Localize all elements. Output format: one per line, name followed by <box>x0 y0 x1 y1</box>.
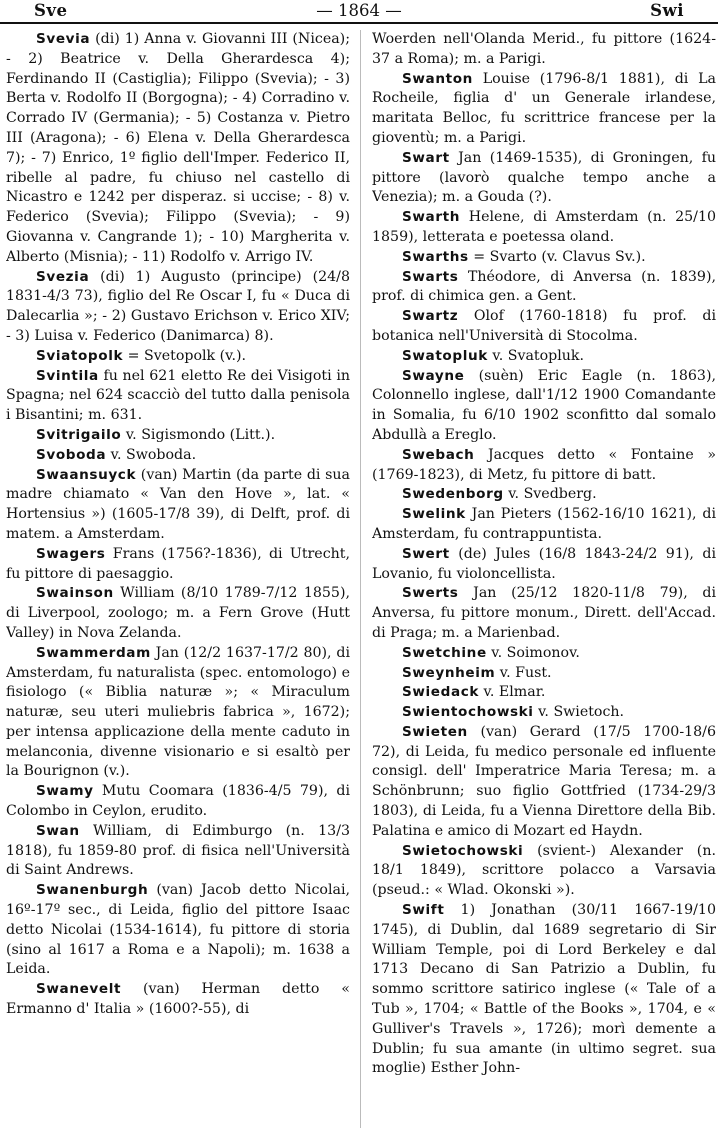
dictionary-entry <box>372 485 716 505</box>
entry-text: fu nel 621 eletto Re dei Visigoti in Spagna; nel 624 scacciò del tutto dalla penisola i Bisantini; m. 631. <box>6 367 350 424</box>
entry-text: v. Swietoch. <box>533 704 625 721</box>
entry-text: (di) 1) Anna v. Giovanni III (Nicea); - 2) Beatrice v. Della Gherardesca 4); Ferdinando II (Castiglia); Filippo (Svevia); - 3) Berta v. Rodolfo II (Borgogna); - 4) Corradino v. Corrado IV (Germania); - 5) Costanza v. Pietro III (Aragona); - 6) Elena v. Della Gherardesca 7); - 7) Enrico, 1º figlio dell'Imper. Federico II, ribelle al padre, fu chiuso nel castello di Nicastro e 1242 per disperaz. si uccise; - 8) v. Federico (Svevia); Filippo (Svevia); - 9) Giovanna v. Cangrande 1); - 10) Margherita v. Alberto (Misnia); - 11) Rodolfo v. Arrigo IV. <box>6 31 350 265</box>
entry-headword: Swarts <box>402 268 459 285</box>
entry-headword: Swartz <box>402 308 459 325</box>
dictionary-entry <box>372 901 716 1079</box>
dictionary-entry <box>372 149 716 208</box>
dictionary-entry <box>6 545 350 585</box>
dictionary-entry <box>372 446 716 486</box>
entry-headword: Sweynheim <box>402 664 496 681</box>
entry-text: Jan (1469-1535), di Groningen, fu pittore (lavorò qualche tempo anche a Venezia); m. a Gouda (?). <box>372 149 716 206</box>
dictionary-entry <box>372 248 716 268</box>
entry-text: Jacques detto « Fontaine » (1769-1823), di Metz, fu pittore di batt. <box>372 446 716 483</box>
entry-headword: Sviatopolk <box>36 347 124 364</box>
dictionary-entry <box>6 30 350 268</box>
dictionary-entry <box>6 980 350 1020</box>
dictionary-entry <box>6 584 350 643</box>
dictionary-entry <box>372 70 716 149</box>
entry-headword: Swerts <box>402 585 459 602</box>
entry-text: Jan Pieters (1562-16/10 1621), di Amsterdam, fu contrappuntista. <box>372 506 716 542</box>
entry-text: Louise (1796-8/1 1881), di La Rocheile, figlia d' un Generale irlandese, maritata Belloc, fu scrittrice francese per la gioventù; m. a Parigi. <box>372 70 716 146</box>
entry-headword: Swarths <box>402 248 469 265</box>
dictionary-entry <box>372 307 716 347</box>
dictionary-entry <box>6 347 350 367</box>
dictionary-entry <box>372 842 716 901</box>
right-column <box>372 30 716 1128</box>
entry-text: William (8/10 1789-7/12 1855), di Liverpool, zoologo; m. a Fern Grove (Hutt Valley) in Nova Zelanda. <box>6 585 350 641</box>
entry-headword: Swert <box>402 545 450 562</box>
entry-headword: Swan <box>36 822 80 839</box>
entry-headword: Swieten <box>402 723 468 740</box>
entry-headword: Swagers <box>36 545 106 562</box>
dictionary-entry <box>6 782 350 822</box>
entry-text: (van) Herman detto « Ermanno d' Italia » (1600?-55), di <box>6 981 350 1018</box>
entry-headword: Swanevelt <box>36 981 122 998</box>
page-number: — 1864 — <box>316 1 402 20</box>
entry-headword: Swanenburgh <box>36 882 149 899</box>
dictionary-entry <box>372 664 716 684</box>
dictionary-entry <box>6 881 350 980</box>
entry-text: Jan (12/2 1637-17/2 80), di Amsterdam, fu naturalista (spec. entomologo) e fisiologo (« Biblia naturæ »; « Miraculum naturæ, seu uteri muliebris fabrica », 1672); per intensa applicazione della mente caduto in melanconia, divenne visionario e si esaltò per la Bourignon (v.). <box>6 644 350 780</box>
entry-text: (suèn) Eric Eagle (n. 1863), Colonnello inglese, dall'1/12 1900 Comandante in Somalia, fu 6/10 1902 sconfitto dal somalo Abdullà a Ereglo. <box>372 367 716 443</box>
dictionary-entry <box>372 723 716 842</box>
entry-text: v. Sigismondo (Litt.). <box>121 426 276 443</box>
dictionary-entry <box>6 466 350 545</box>
left-column <box>6 30 350 1128</box>
entry-text: (di) 1) Augusto (principe) (24/8 1831-4/3 73), figlio del Re Oscar I, fu « Duca di Dalecarlia »; - 2) Gustavo Erichson v. Erico XIV; - 3) Luisa v. Federico (Danimarca) 8). <box>6 268 350 344</box>
entry-text: Olof (1760-1818) fu prof. di botanica nell'Università di Stocolma. <box>372 308 716 344</box>
entry-headword: Swainson <box>36 585 114 602</box>
running-head-left: Sve <box>34 1 68 20</box>
dictionary-entry <box>372 703 716 723</box>
entry-headword: Swiedack <box>402 684 480 701</box>
dictionary-entry <box>6 426 350 446</box>
entry-text: v. Elmar. <box>479 684 546 701</box>
entry-headword: Swaansuyck <box>36 466 137 483</box>
page-header <box>0 0 718 24</box>
entry-headword: Swietochowski <box>402 842 524 859</box>
entry-headword: Swebach <box>402 446 475 463</box>
dictionary-entry <box>6 446 350 466</box>
dictionary-entry <box>372 644 716 664</box>
entry-headword: Swientochowski <box>402 704 534 721</box>
entry-headword: Swarth <box>402 209 461 226</box>
entry-text: (de) Jules (16/8 1843-24/2 91), di Lovanio, fu violoncellista. <box>372 545 716 582</box>
dictionary-entry <box>372 505 716 545</box>
entry-headword: Svoboda <box>36 446 107 463</box>
dictionary-entry <box>372 683 716 703</box>
entry-text: William, di Edimburgo (n. 13/3 1818), fu 1859-80 prof. di fisica nell'Università di Saint Andrews. <box>6 822 350 879</box>
entry-text: v. Svedberg. <box>503 486 597 503</box>
entry-text: (van) Martin (da parte di sua madre chiamato « Van den Hove », lat. « Hortensius ») (1605-17/8 39), di Delft, prof. di matem. a Amsterdam. <box>6 466 350 542</box>
entry-text: Mutu Coomara (1836-4/5 79), di Colombo in Ceylon, erudito. <box>6 783 350 820</box>
dictionary-entry <box>6 367 350 426</box>
column-divider <box>360 30 361 1128</box>
entry-headword: Swart <box>402 149 450 166</box>
dictionary-entry <box>372 30 716 70</box>
entry-text: (van) Gerard (17/5 1700-18/6 72), di Leida, fu medico personale ed influente consigl. dell' Imperatrice Maria Teresa; m. a Schönbrunn; suo figlio Gottfried (1734-29/3 1803), di Leida, fu a Vienna Direttore della Bib. Palatina e amico di Mozart ed Haydn. <box>372 723 716 839</box>
entry-text: = Svetopolk (v.). <box>123 347 247 364</box>
entry-headword: Swanton <box>402 70 473 87</box>
dictionary-entry <box>372 545 716 585</box>
dictionary-entry <box>6 268 350 347</box>
entry-text: Théodore, di Anversa (n. 1839), prof. di chimica gen. a Gent. <box>372 268 716 305</box>
entry-text: Helene, di Amsterdam (n. 25/10 1859), letterata e poetessa oland. <box>372 209 716 245</box>
dictionary-entry <box>6 644 350 783</box>
entry-headword: Swetchine <box>402 644 487 661</box>
entry-headword: Swedenborg <box>402 486 504 503</box>
dictionary-entry <box>372 367 716 446</box>
entry-headword: Swayne <box>402 367 465 384</box>
entry-text: v. Fust. <box>495 664 552 681</box>
entry-text: 1) Jonathan (30/11 1667-19/10 1745), di Dublin, dal 1689 segretario di Sir William Temple, poi di Lord Berkeley e dal 1713 Decano di San Patrizio a Dublin, fu sommo scrittore satirico inglese (« Tale of a Tub », 1704; « Battle of the Books », 1704, e « Gulliver's Travels », 1726); morì demente a Dublin; fu sua amante (in ultimo segret. sua moglie) Esther John- <box>372 902 716 1077</box>
entry-headword: Svevia <box>36 31 91 47</box>
entry-headword: Swamy <box>36 783 94 800</box>
dictionary-entry <box>6 822 350 881</box>
entry-text: (svient-) Alexander (n. 18/1 1849), scrittore polacco a Varsavia (pseud.: « Wlad. Okonski »). <box>372 842 716 899</box>
dictionary-entry <box>372 208 716 248</box>
dictionary-entry <box>372 347 716 367</box>
entry-text: v. Swoboda. <box>106 446 197 463</box>
entry-headword: Swelink <box>402 506 466 523</box>
entry-headword: Swatopluk <box>402 347 488 364</box>
entry-headword: Svitrigailo <box>36 426 122 443</box>
entry-text: Frans (1756?-1836), di Utrecht, fu pittore di paesaggio. <box>6 545 350 582</box>
dictionary-entry <box>372 268 716 308</box>
entry-text: = Svarto (v. Clavus Sv.). <box>468 248 646 265</box>
dictionary-entry <box>372 584 716 643</box>
entry-headword: Svintila <box>36 367 99 384</box>
entry-text: (van) Jacob detto Nicolai, 16º-17º sec., di Leida, figlio del pittore Isaac detto Nicolai (1534-1614), fu pittore di storia (sino al 1617 a Roma e a Napoli); m. 1638 a Leida. <box>6 882 350 978</box>
entry-text: Jan (25/12 1820-11/8 79), di Anversa, fu pittore monum., Dirett. dell'Accad. di Praga; m. a Marienbad. <box>372 585 716 641</box>
entry-text: v. Soimonov. <box>486 644 580 661</box>
entry-headword: Swift <box>402 902 445 919</box>
entry-text: v. Svatopluk. <box>487 347 585 364</box>
running-head-right: Swi <box>650 1 684 20</box>
entry-text: Woerden nell'Olanda Merid., fu pittore (1624-37 a Roma); m. a Parigi. <box>372 31 716 67</box>
entry-headword: Svezia <box>36 268 90 285</box>
entry-headword: Swammerdam <box>36 644 151 661</box>
